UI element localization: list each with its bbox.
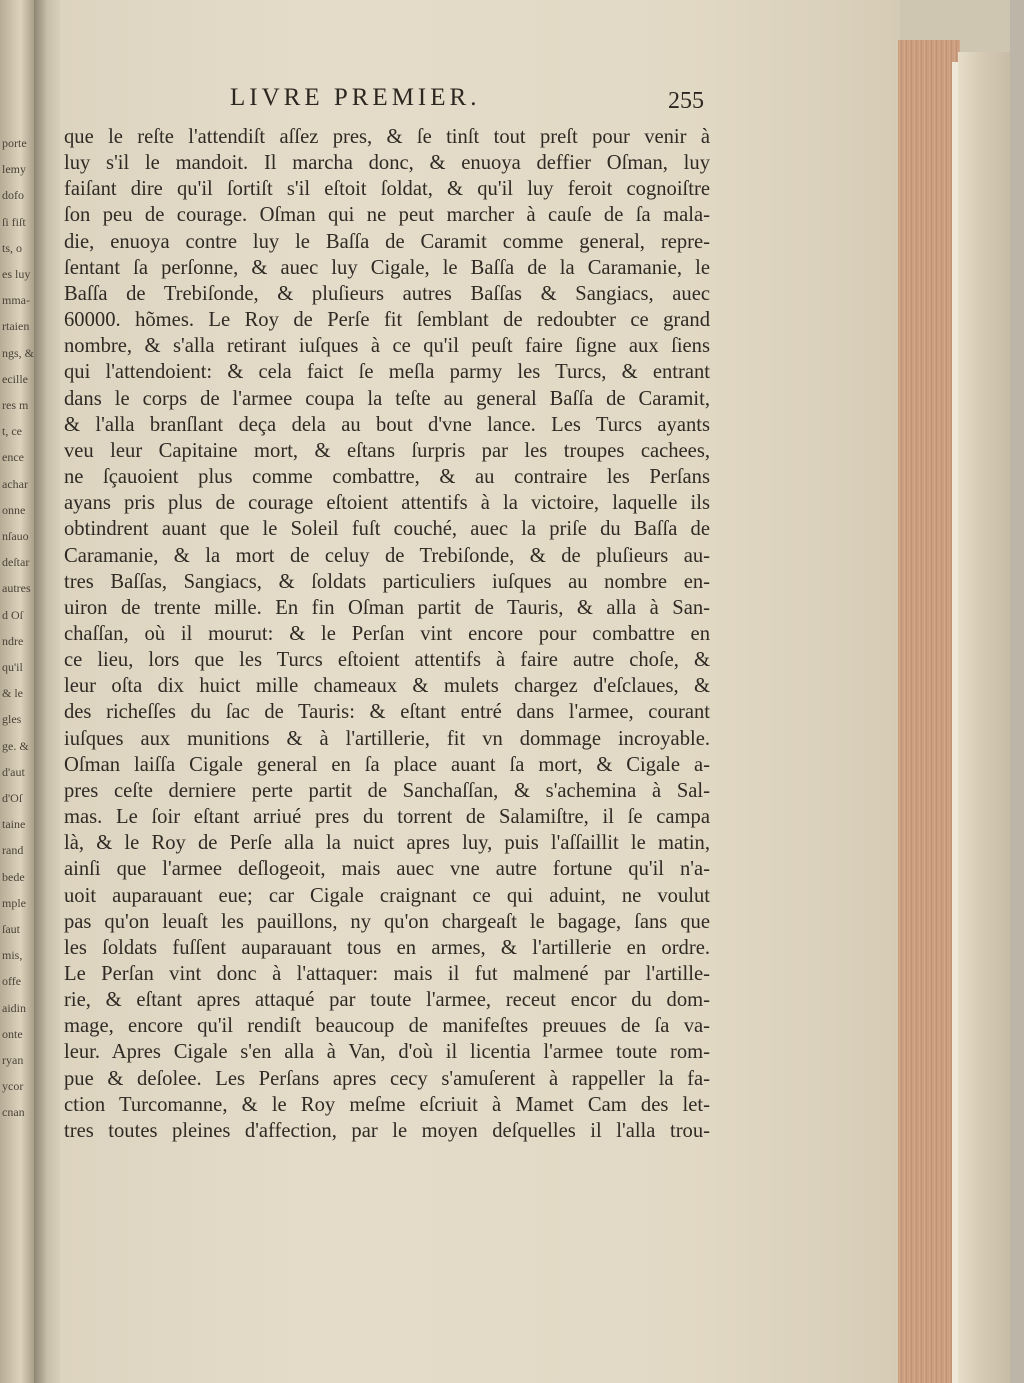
text-line: Baſſa de Trebiſonde, & pluſieurs autres Baſſas & Sangiacs, auec [64,282,710,305]
text-line: faiſant dire qu'il ſortiſt s'il eſtoit ſoldat, & qu'il luy feroit cognoiſtre [64,178,710,201]
prev-page-fragment: achar [2,476,28,491]
text-line: uiron de trente mille. En fin Oſman partit de Tauris, & alla à San- [64,596,710,619]
prev-page-fragment: onne [2,502,26,517]
prev-page-fragment: rand [2,843,24,858]
prev-page-fragment: ge. & [2,738,29,753]
text-line: leur oſta dix huict mille chameaux & mulets chargez d'eſclaues, & [64,675,710,698]
text-line: tres Baſſas, Sangiacs, & ſoldats particuliers iuſques au nombre en- [64,570,710,593]
text-line: mage, encore qu'il rendiſt beaucoup de manifeſtes preuues de ſa va- [64,1015,710,1038]
prev-page-fragment: es luy [2,267,31,281]
text-line: nombre, & s'alla retirant iuſques à ce qu'il peuſt faire ſigne aux ſiens [64,335,710,358]
text-line: les ſoldats fuſſent auparauant tous en armes, & l'artillerie en ordre. [64,936,710,959]
running-title: LIVRE PREMIER. [230,84,481,111]
text-line: des richeſſes du ſac de Tauris: & eſtant entré dans l'armee, courant [64,701,710,724]
text-line: ction Turcomanne, & le Roy meſme eſcriuit à Mamet Cam des let- [64,1093,710,1116]
text-line: veu leur Capitaine mort, & eſtans ſurpris par les troupes cachees, [64,439,710,462]
text-line: qui l'attendoient: & cela faict ſe meſla parmy les Turcs, & entrant [64,361,710,384]
prev-page-fragment: ngs, & [2,345,34,360]
prev-page-fragment: offe [2,974,22,989]
text-line: uoit auparauant eue; car Cigale craignant ce qui aduint, ne voulut [64,884,710,907]
text-line: ſentant ſa perſonne, & auec luy Cigale, le Baſſa de la Caramanie, le [64,256,710,279]
prev-page-fragment: rtaien [2,319,30,334]
prev-page-fragment: ſaut [2,922,20,936]
text-line: tres toutes pleines d'affection, par le moyen deſquelles il l'alla trou- [64,1119,710,1142]
text-line: ainſi que l'armee deſlogeoit, mais auec vne autre fortune qu'il n'a- [64,858,710,881]
text-line: pas qu'on leuaſt les pauillons, ny qu'on chargeaſt le bagage, ſans que [64,910,710,933]
prev-page-fragment: d'aut [2,764,25,779]
text-line: pres ceſte derniere perte partit de Sanchaſſan, & s'achemina à Sal- [64,779,710,802]
previous-page-edge [0,0,34,1383]
text-line: & l'alla branſlant deça dela au bout d'vne lance. Les Turcs ayants [64,413,710,436]
text-line: die, enuoya contre luy le Baſſa de Caramit comme general, repre- [64,230,710,253]
text-line: que le reſte l'attendiſt aſſez pres, & ſe tinſt tout preſt pour venir à [64,126,710,148]
text-line: chaſſan, où il mourut: & le Perſan vint encore pour combattre en [64,622,710,645]
prev-page-fragment: ſi fiſt [2,214,26,229]
prev-page-fragment: mma- [2,293,30,308]
text-line: luy s'il le mandoit. Il marcha donc, & enuoya deffier Oſman, luy [64,152,710,175]
prev-page-fragment: gles [2,712,22,727]
text-line: Le Perſan vint donc à l'attaquer: mais il fut malmené par l'artille- [64,963,710,985]
prev-page-fragment: ycor [2,1079,24,1094]
prev-page-fragment: qu'il [2,660,23,674]
text-line: dans le corps de l'armee coupa la teſte au general Baſſa de Caramit, [64,387,710,410]
text-line: ſon peu de courage. Oſman qui ne peut marcher à cauſe de ſa mala- [64,204,710,227]
prev-page-fragment: & le [2,686,23,701]
text-line: mas. Le ſoir eſtant arriué pres du torrent de Salamiſtre, il ſe campa [64,806,710,829]
page-fore-edge [898,40,960,1383]
prev-page-fragment: ence [2,450,24,465]
binding-board [958,52,1010,1383]
text-line: iuſques aux munitions & à l'artillerie, fit vn dommage incroyable. [64,727,710,750]
text-line: ce lieu, lors que les Turcs eſtoient attentifs à faire autre choſe, & [64,649,710,672]
text-line: Oſman laiſſa Cigale general en ſa place auant ſa mort, & Cigale a- [64,753,710,776]
text-line: pue & deſolee. Les Perſans apres cecy s'amuſerent à rappeller la fa- [64,1067,710,1090]
page-number: 255 [668,88,704,114]
prev-page-fragment: res m [2,398,29,412]
prev-page-fragment: deſtar [2,555,30,570]
text-line: rie, & eſtant apres attaqué par toute l'armee, receut encor du dom- [64,989,710,1012]
text-line: ayans pris plus de courage eſtoient attentifs à la victoire, laquelle ils [64,492,710,515]
prev-page-fragment: dofo [2,188,24,203]
text-line: 60000. hõmes. Le Roy de Perſe fit ſemblant de redoubter ce grand [64,309,710,332]
prev-page-fragment: cnan [2,1105,25,1120]
prev-page-fragment: d Oſ [2,607,23,622]
prev-page-fragment: ecille [2,371,28,386]
prev-page-fragment: ryan [2,1053,24,1067]
prev-page-fragment: autres [2,581,31,596]
prev-page-fragment: mis, [2,948,23,963]
prev-page-fragment: nſauo [2,529,29,543]
text-line: Caramanie, & la mort de celuy de Trebiſonde, & de pluſieurs au- [64,544,710,567]
prev-page-fragment: porte [2,136,27,150]
body-text [64,124,710,1144]
prev-page-fragment: d'Oſ [2,791,23,805]
text-line: obtindrent auant que le Soleil fuſt couché, auec la priſe du Baſſa de [64,518,710,541]
prev-page-fragment: mple [2,895,26,910]
prev-page-fragment: bede [2,869,25,884]
prev-page-fragment: aidin [2,1000,26,1015]
prev-page-fragment: t, ce [2,424,22,439]
text-line: ne ſçauoient plus comme combattre, & au contraire les Perſans [64,466,710,489]
text-line: leur. Apres Cigale s'en alla à Van, d'où il licentia l'armee toute rom- [64,1041,710,1064]
prev-page-fragment: lemy [2,162,26,177]
text-line: là, & le Roy de Perſe alla la nuict apres luy, puis l'aſſaillit le matin, [64,832,710,855]
prev-page-fragment: taine [2,817,26,832]
prev-page-fragment: ts, o [2,240,23,255]
prev-page-fragment: onte [2,1026,23,1041]
prev-page-fragment: ndre [2,633,24,648]
